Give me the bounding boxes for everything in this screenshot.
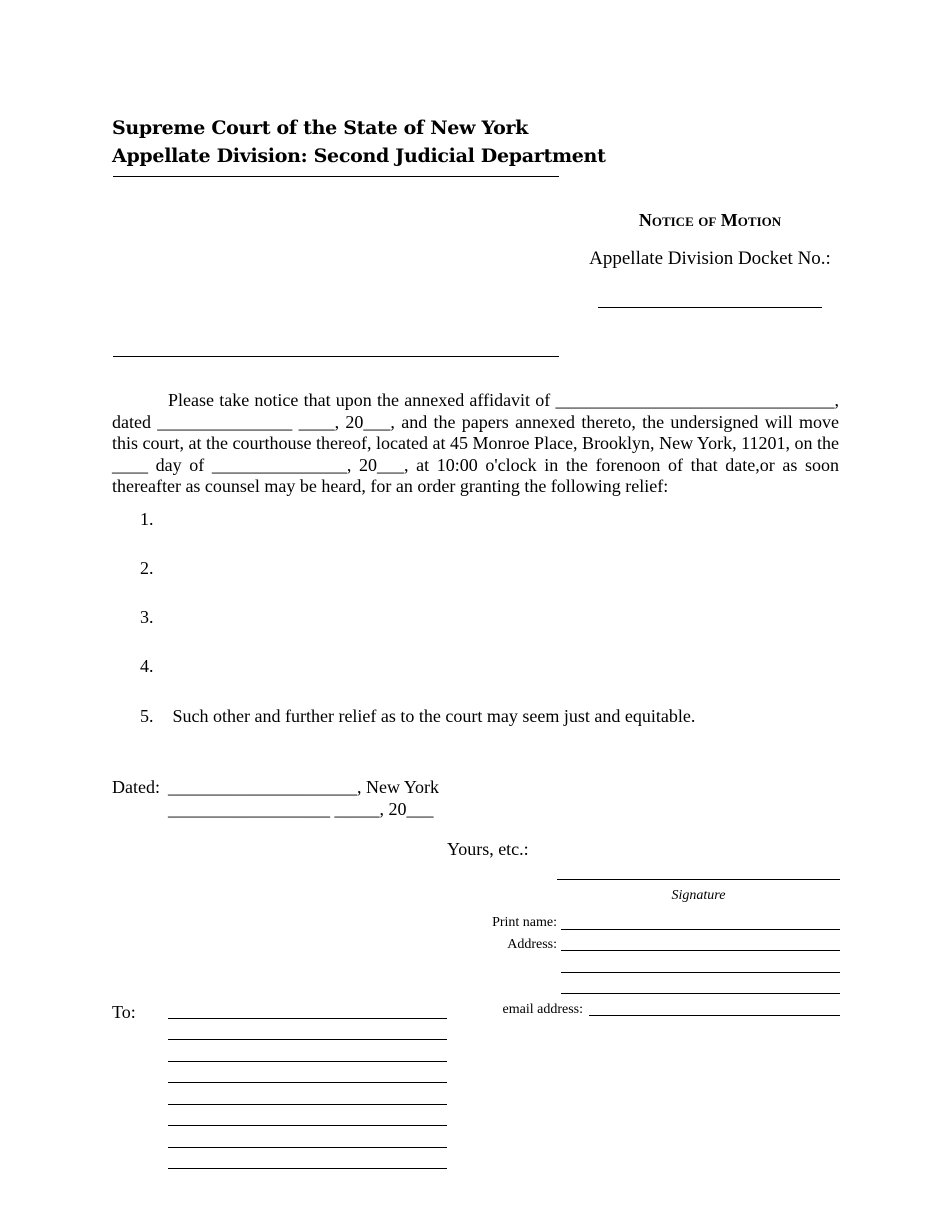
relief-item-number: 2.: [140, 558, 154, 578]
header-rule: [113, 176, 559, 177]
caption-rule: [113, 356, 559, 357]
relief-item-number: 1.: [140, 509, 154, 529]
page-title: Notice of Motion: [638, 210, 782, 230]
court-name: Supreme Court of the State of New York: [112, 117, 529, 139]
dated-label: Dated:: [112, 777, 160, 797]
relief-item-number: 5.: [140, 706, 154, 726]
to-address-line[interactable]: [168, 1039, 447, 1040]
notice-body: [112, 390, 839, 498]
to-address-line[interactable]: [168, 1082, 447, 1083]
address-line[interactable]: [561, 950, 840, 951]
email-line[interactable]: [589, 1015, 840, 1016]
docket-number-line[interactable]: [598, 307, 822, 308]
relief-item-number: 4.: [140, 656, 154, 676]
signature-label: Signature: [671, 888, 726, 903]
notice-paragraph: Please take notice that upon the annexed affidavit of _______________________________, dated _______________ ____, 20___, and the papers annexed thereto, the undersigned will move this court, at the courthouse thereof, located at 45 Monroe Place, Brooklyn, New York, 11201, on the ____ day of _______________, 20___, at 10:00 o'clock in the forenoon of that date,or as soon thereafter as counsel may be heard, for an order granting the following relief:: [112, 390, 839, 496]
email-label: email address:: [502, 1002, 583, 1017]
docket-label: Appellate Division Docket No.:: [589, 248, 831, 269]
to-address-line[interactable]: [168, 1104, 447, 1105]
dated-place-line[interactable]: _____________________, New York: [168, 777, 440, 797]
to-address-line[interactable]: [168, 1168, 447, 1169]
relief-item-number: 3.: [140, 607, 154, 627]
court-division: Appellate Division: Second Judicial Department: [112, 145, 606, 167]
relief-item-text: Such other and further relief as to the court may seem just and equitable.: [172, 706, 696, 726]
print-name-label: Print name:: [492, 915, 557, 930]
address-line[interactable]: [561, 993, 840, 994]
signature-line[interactable]: [557, 879, 840, 880]
relief-item-4: [140, 656, 168, 677]
relief-item-5: [140, 706, 695, 727]
court-header: [112, 114, 606, 170]
address-line[interactable]: [561, 972, 840, 973]
address-label: Address:: [507, 937, 557, 952]
relief-item-3: [140, 607, 168, 628]
relief-item-2: [140, 558, 168, 579]
dated-date-line[interactable]: __________________ _____, 20___: [168, 799, 434, 819]
yours-etc: Yours, etc.:: [447, 839, 529, 859]
to-address-line[interactable]: [168, 1125, 447, 1126]
to-address-line[interactable]: [168, 1018, 447, 1019]
relief-item-1: [140, 509, 168, 530]
to-label: To:: [112, 1002, 136, 1022]
print-name-line[interactable]: [561, 929, 840, 930]
to-address-line[interactable]: [168, 1147, 447, 1148]
to-address-line[interactable]: [168, 1061, 447, 1062]
